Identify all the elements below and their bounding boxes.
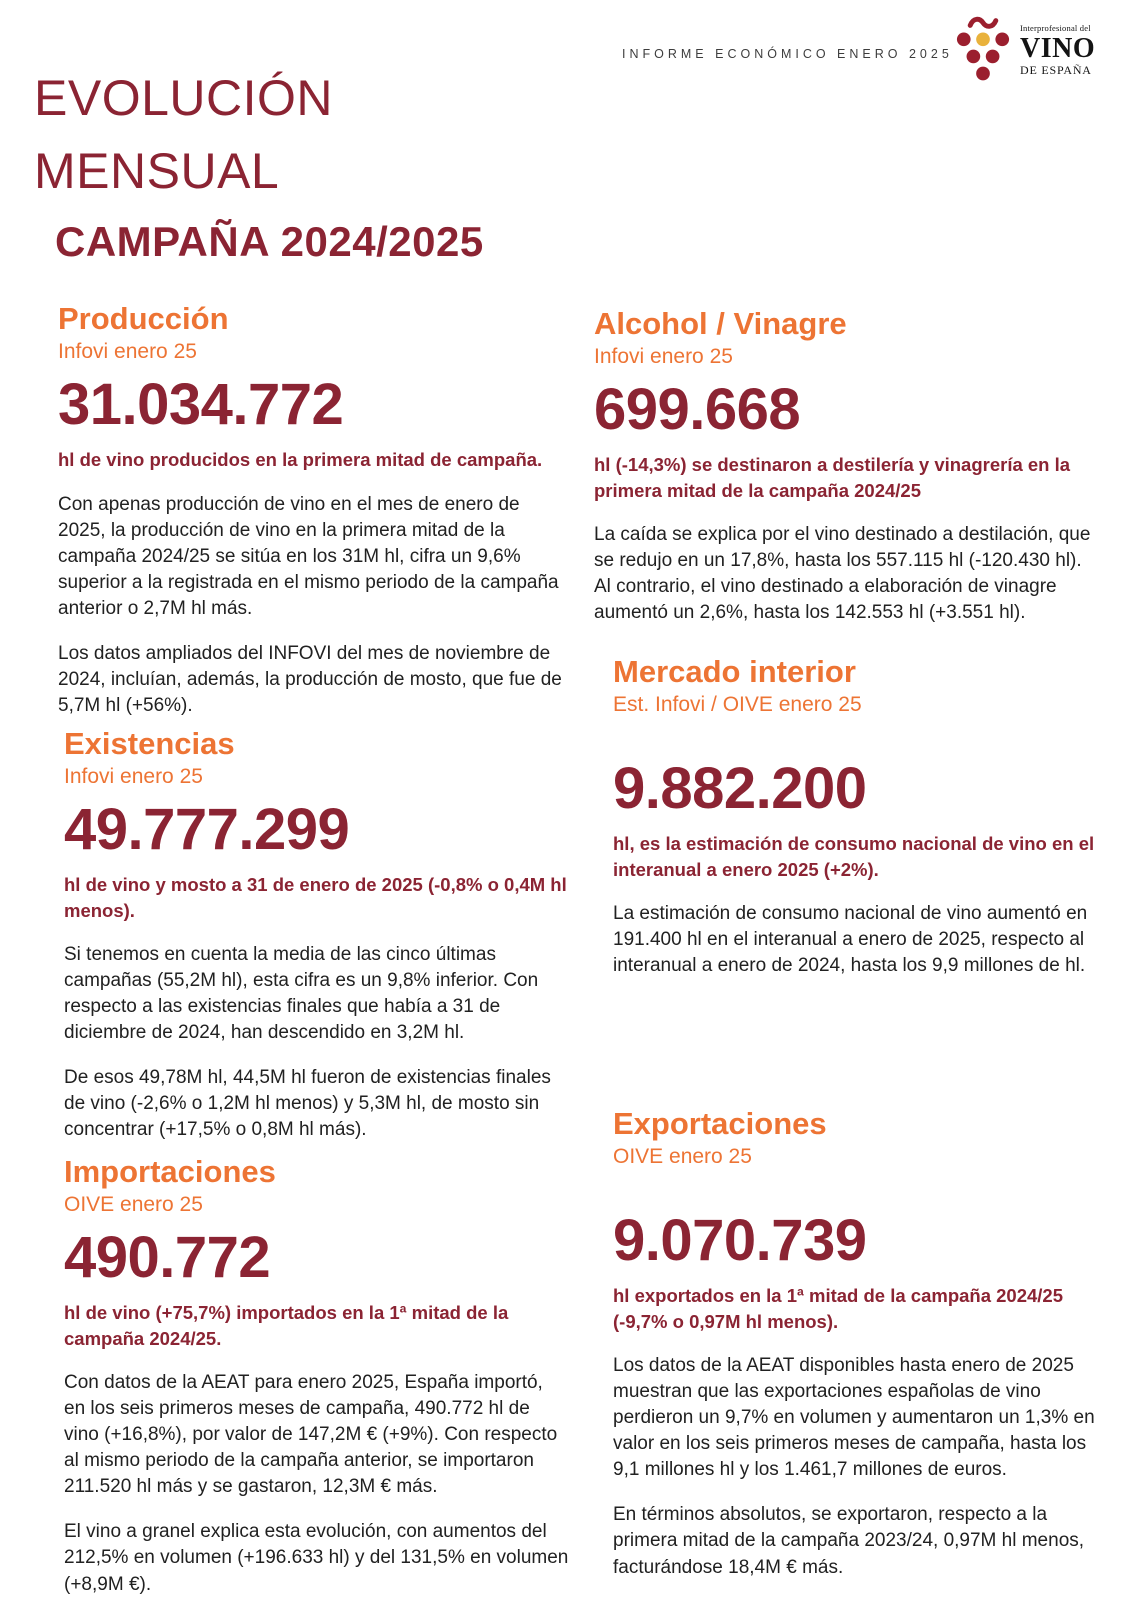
section-title: Exportaciones [613, 1106, 827, 1141]
report-edition-label: INFORME ECONÓMICO ENERO 2025 [622, 47, 953, 61]
page-title [34, 62, 484, 266]
logo-text-bottom: DE ESPAÑA [1020, 62, 1092, 77]
page-title-line2: MENSUAL [34, 143, 280, 199]
page-title-line1: EVOLUCIÓN [34, 70, 334, 126]
section-body-paragraph: En términos absolutos, se exportaron, respecto a la primera mitad de la campaña 2023/24, 0,97M hl menos, facturándose 18,4M € más. [613, 1504, 1085, 1578]
logo-text-top: Interprofesional del [1020, 23, 1091, 34]
section-caption: hl de vino (+75,7%) importados en la 1ª mitad de la campaña 2024/25. [64, 1302, 509, 1349]
section-body-paragraph: Los datos ampliados del INFOVI del mes de noviembre de 2024, incluían, además, la producción de mosto, que fue de 5,7M hl (+56%). [58, 642, 562, 716]
section-figure: 699.668 [594, 377, 801, 443]
section-figure: 49.777.299 [64, 797, 350, 863]
section-title: Importaciones [64, 1154, 276, 1189]
section-body-paragraph: La caída se explica por el vino destinado a destilación, que se redujo en un 17,8%, hasta los 557.115 hl (-120.430 hl). Al contrario, el vino destinado a elaboración de vinagre aumentó un 2,6%, hasta los 142.553 hl (+3.551 hl). [594, 524, 1091, 624]
section-body-paragraph: De esos 49,78M hl, 44,5M hl fueron de existencias finales de vino (-2,6% o 1,2M hl menos) y 5,3M hl, de mosto sin concentrar (+17,5% o 0,8M hl más). [64, 1067, 551, 1141]
section-produccion [58, 302, 563, 719]
logo-wordmark [1020, 24, 1095, 76]
section-title: Alcohol / Vinagre [594, 306, 847, 341]
page-subtitle: CAMPAÑA 2024/2025 [55, 218, 484, 265]
section-source: OIVE enero 25 [613, 1145, 752, 1169]
section-existencias [64, 727, 569, 1144]
section-mercado-interior [613, 655, 1105, 979]
section-source: Infovi enero 25 [58, 340, 197, 364]
section-title: Existencias [64, 726, 235, 761]
section-source: Infovi enero 25 [64, 765, 203, 789]
section-caption: hl (-14,3%) se destinaron a destilería y vinagrería en la primera mitad de la campaña 2024/25 [594, 454, 1071, 501]
grape-cluster-icon [952, 12, 1014, 88]
section-source: OIVE enero 25 [64, 1193, 203, 1217]
section-caption: hl exportados en la 1ª mitad de la campaña 2024/25 (-9,7% o 0,97M hl menos). [613, 1285, 1064, 1332]
section-body-paragraph: El vino a granel explica esta evolución, con aumentos del 212,5% en volumen (+196.633 hl) y del 131,5% en volumen (+8,9M €). [64, 1521, 569, 1595]
section-figure: 9.070.739 [613, 1208, 867, 1274]
section-importaciones [64, 1155, 569, 1598]
section-body-paragraph: Si tenemos en cuenta la media de las cinco últimas campañas (55,2M hl), esta cifra es un 9,8% inferior. Con respecto a las existencias finales que había a 31 de diciembre de 2024, han descendido en 3,2M hl. [64, 944, 539, 1044]
logo-text-main: VINO [1020, 32, 1096, 64]
section-alcohol-vinagre [594, 307, 1094, 626]
section-figure: 490.772 [64, 1225, 271, 1291]
section-body-paragraph: La estimación de consumo nacional de vino aumentó en 191.400 hl en el interanual a enero de 2025, respecto al interanual a enero de 2024, hasta los 9,9 millones de hl. [613, 903, 1088, 977]
section-caption: hl de vino producidos en la primera mitad de campaña. [58, 449, 543, 471]
section-body-paragraph: Los datos de la AEAT disponibles hasta enero de 2025 muestran que las exportaciones españolas de vino perdieron un 9,7% en volumen y aumentaron un 1,3% en valor en los seis primeros meses de campaña, hasta los 9,1 millones hl y los 1.461,7 millones de euros. [613, 1355, 1095, 1481]
section-caption: hl, es la estimación de consumo nacional de vino en el interanual a enero 2025 (+2%). [613, 833, 1095, 880]
section-exportaciones [613, 1107, 1105, 1581]
section-source: Est. Infovi / OIVE enero 25 [613, 693, 862, 717]
section-figure: 9.882.200 [613, 756, 867, 822]
section-caption: hl de vino y mosto a 31 de enero de 2025 (-0,8% o 0,4M hl menos). [64, 874, 567, 921]
section-figure: 31.034.772 [58, 372, 344, 438]
section-source: Infovi enero 25 [594, 345, 733, 369]
section-body-paragraph: Con datos de la AEAT para enero 2025, España importó, en los seis primeros meses de campaña, 490.772 hl de vino (+16,8%), por valor de 147,2M € (+9%). Con respecto al mismo periodo de la campaña anterior, se importaron 211.520 hl más y se gastaron, 12,3M € más. [64, 1372, 558, 1498]
section-title: Mercado interior [613, 654, 856, 689]
vino-de-espana-logo [952, 12, 1095, 88]
section-title: Producción [58, 301, 229, 336]
section-body-paragraph: Con apenas producción de vino en el mes de enero de 2025, la producción de vino en la primera mitad de la campaña 2024/25 se sitúa en los 31M hl, cifra un 9,6% superior a la registrada en el mismo periodo de la campaña anterior o 2,7M hl más. [58, 493, 559, 619]
